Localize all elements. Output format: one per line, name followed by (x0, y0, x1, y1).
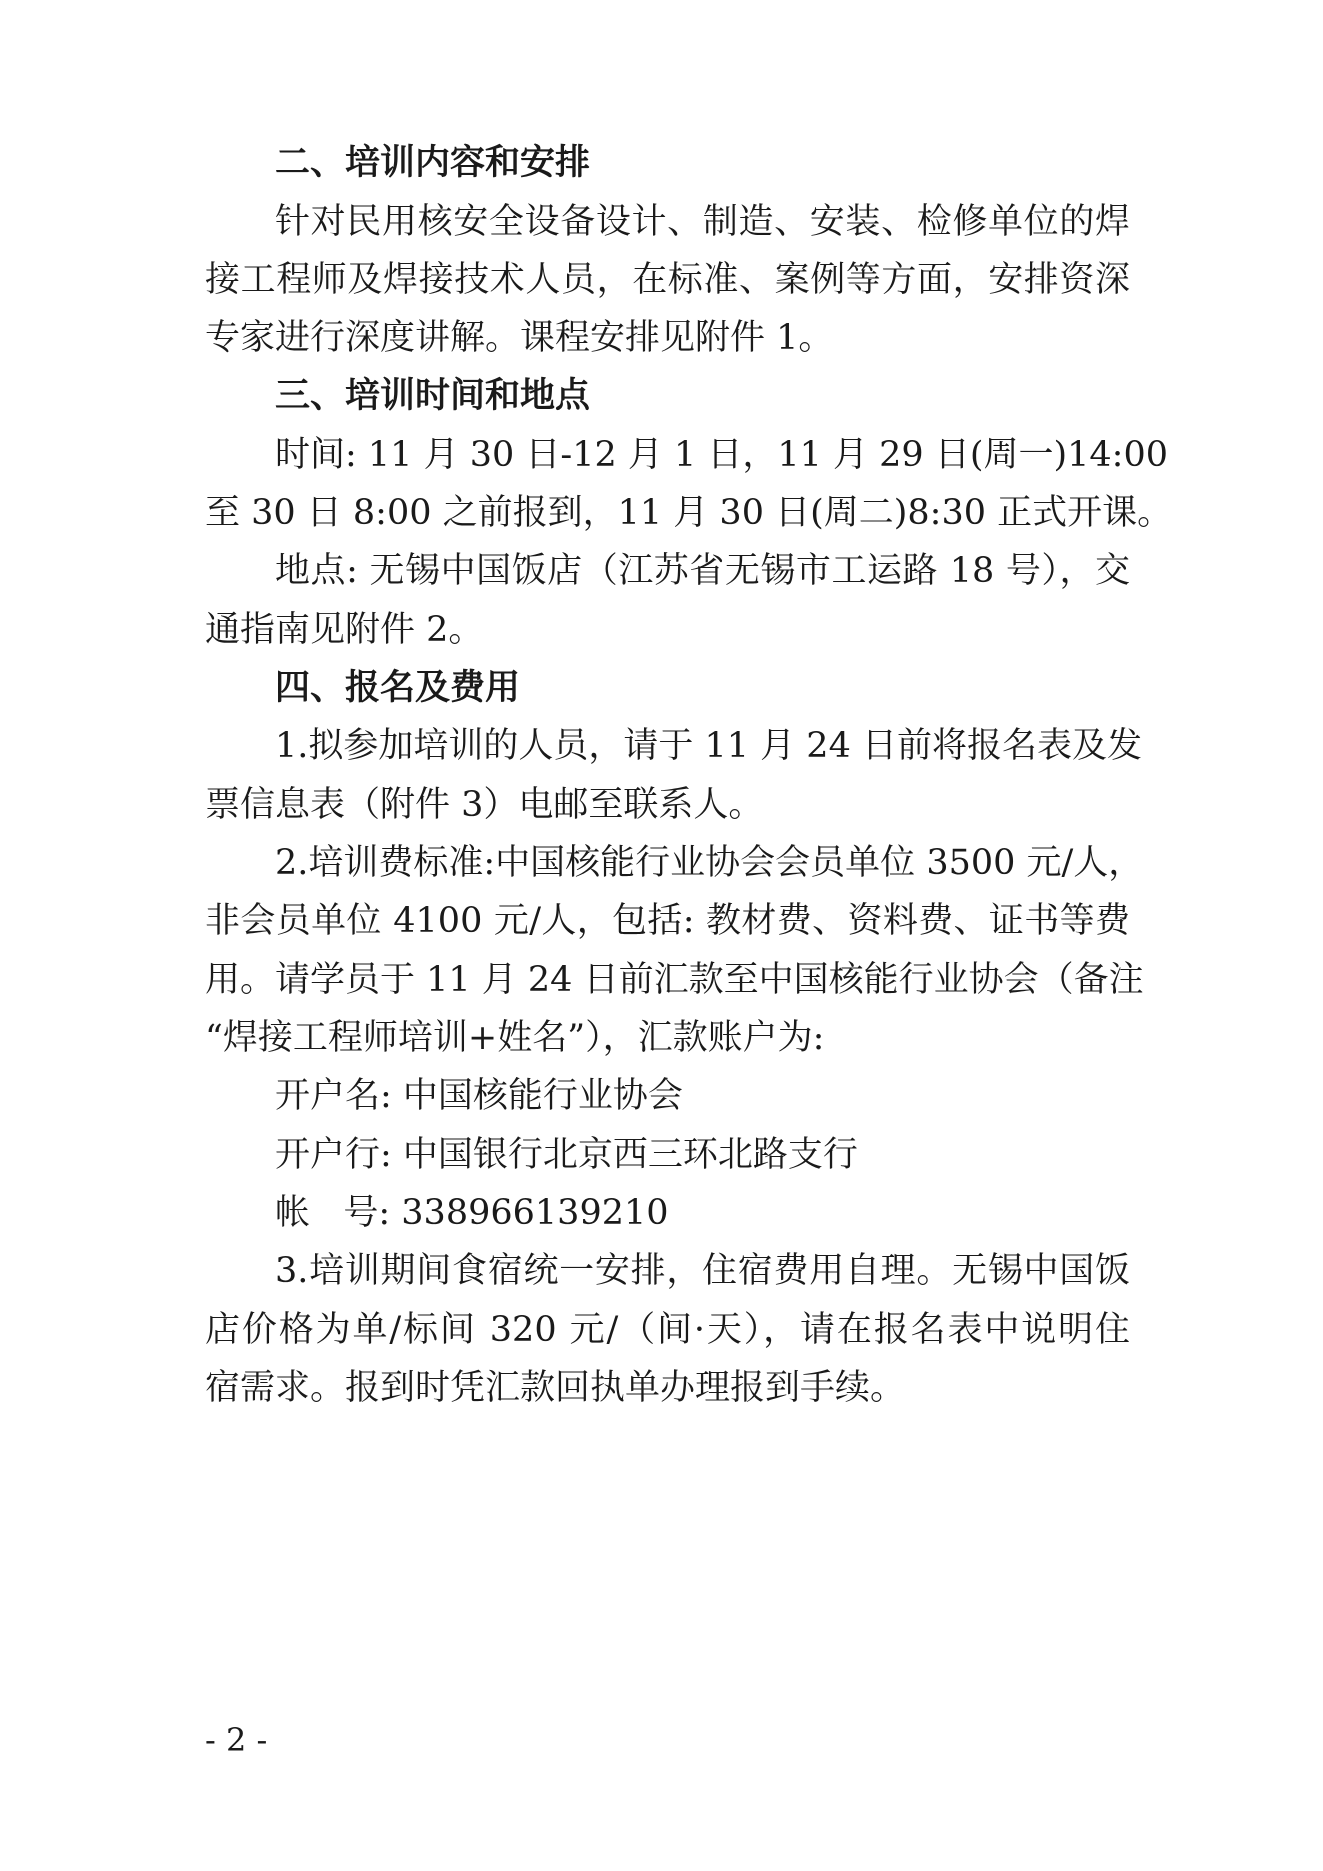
account-name-line: 开户名: 中国核能行业协会 (275, 1076, 683, 1116)
paragraph-line: 2.培训费标准:中国核能行业协会会员单位 3500 元/人， (275, 843, 1144, 883)
paragraph-line: 3.培训期间食宿统一安排，住宿费用自理。无锡中国饭 (275, 1251, 1130, 1291)
paragraph-line: 票信息表（附件 3）电邮至联系人。 (205, 785, 764, 825)
account-number-line: 帐 号: 338966139210 (275, 1193, 669, 1233)
paragraph-line: 接工程师及焊接技术人员，在标准、案例等方面，安排资深 (205, 260, 1130, 300)
paragraph-line: 用。请学员于 11 月 24 日前汇款至中国核能行业协会（备注 (205, 960, 1144, 1000)
page-number: - 2 - (205, 1721, 268, 1759)
paragraph-line: 通指南见附件 2。 (205, 610, 484, 650)
paragraph-line: 时间: 11 月 30 日-12 月 1 日，11 月 29 日(周一)14:00 (275, 435, 1168, 475)
paragraph-line: 专家进行深度讲解。课程安排见附件 1。 (205, 318, 834, 358)
section-heading-training-content: 二、培训内容和安排 (275, 143, 591, 183)
paragraph-line: “焊接工程师培训+姓名”），汇款账户为: (205, 1018, 825, 1058)
paragraph-line: 地点: 无锡中国饭店（江苏省无锡市工运路 18 号），交 (275, 551, 1130, 591)
bank-branch-line: 开户行: 中国银行北京西三环北路支行 (275, 1135, 858, 1175)
paragraph-line: 1.拟参加培训的人员，请于 11 月 24 日前将报名表及发 (275, 726, 1142, 766)
paragraph-line: 针对民用核安全设备设计、制造、安装、检修单位的焊 (275, 202, 1130, 242)
section-heading-time-location: 三、培训时间和地点 (275, 376, 591, 416)
paragraph-line: 宿需求。报到时凭汇款回执单办理报到手续。 (205, 1368, 906, 1408)
paragraph-line: 至 30 日 8:00 之前报到，11 月 30 日(周二)8:30 正式开课。 (205, 493, 1173, 533)
paragraph-line: 店价格为单/标间 320 元/（间·天），请在报名表中说明住 (205, 1310, 1130, 1350)
paragraph-line: 非会员单位 4100 元/人，包括: 教材费、资料费、证书等费 (205, 901, 1130, 941)
section-heading-registration-fees: 四、报名及费用 (275, 668, 521, 708)
